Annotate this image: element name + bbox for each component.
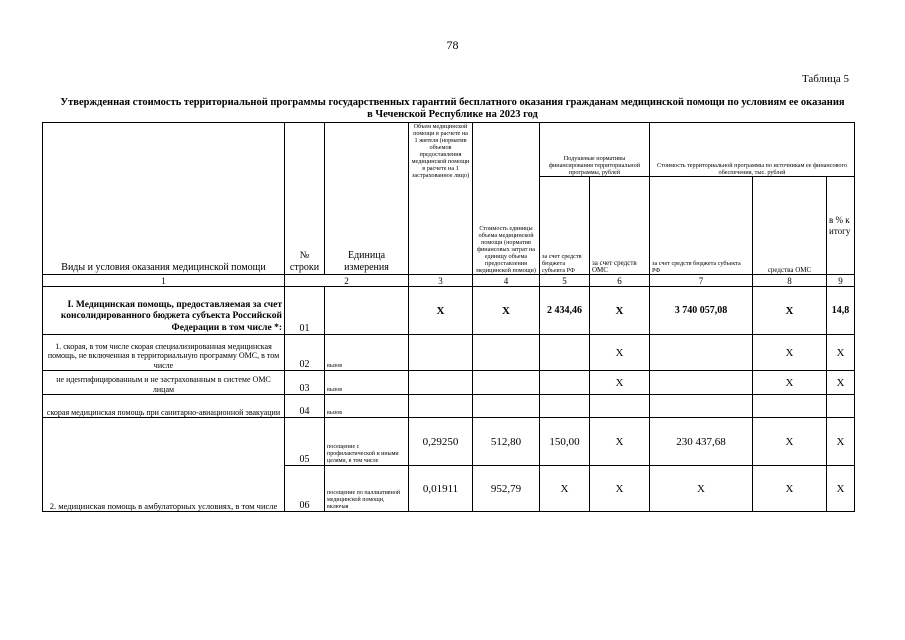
row-code: 02 [285,335,325,371]
row-program-oms: X [753,418,827,466]
header-program-budget: за счет средств бюджета субъекта РФ [650,177,753,275]
row-volume: 0,01911 [409,466,473,512]
row-cost: 952,79 [473,466,540,512]
col-num: 9 [827,275,855,287]
row-unit: вызов [325,371,409,395]
row-percent [827,395,855,418]
row-cost: X [473,287,540,335]
row-percent: X [827,371,855,395]
row-code: 04 [285,395,325,418]
header-percent: в % к итогу [827,177,855,275]
row-name: I. Медицинская помощь, предоставляемая за счет консолидированного бюджета субъекта Российской Федерации в том числе *: [43,287,285,335]
row-unit [325,287,409,335]
row-program-oms: X [753,371,827,395]
row-program-oms: X [753,287,827,335]
row-volume: 0,29250 [409,418,473,466]
header-program-cost: Стоимость территориальной программы по источникам ее финансового обеспечения, тыс. рублей [650,123,855,177]
row-per-capita-oms: X [590,418,650,466]
col-num: 8 [753,275,827,287]
row-per-capita-budget: 2 434,46 [540,287,590,335]
document-title: Утвержденная стоимость территориальной программы государственных гарантий бесплатного оказания гражданам медицинской помощи по условиям ее оказания в Чеченской Республике на 2023 год [60,97,845,120]
row-code: 01 [285,287,325,335]
row-code: 05 [285,418,325,466]
cost-table [42,122,855,512]
row-name: 1. скорая, в том числе скорая специализированная медицинская помощь, не включенная в территориальную программу ОМС, в том числе [43,335,285,371]
row-program-budget: 3 740 057,08 [650,287,753,335]
col-num: 3 [409,275,473,287]
row-program-oms [753,395,827,418]
row-per-capita-oms: X [590,371,650,395]
row-name: не идентифицированным и не застрахованным в системе ОМС лицам [43,371,285,395]
row-program-budget: 230 437,68 [650,418,753,466]
row-per-capita-oms [590,395,650,418]
row-name: 2. медицинская помощь в амбулаторных условиях, в том числе [43,418,285,512]
row-volume [409,371,473,395]
col-num: 7 [650,275,753,287]
table-row [43,371,855,395]
header-volume: Объем медицинской помощи в расчете на 1 жителя (норматив объемов предоставления медицинской помощи в расчете на 1 застрахованное лицо) [409,123,473,275]
row-cost [473,395,540,418]
page-number: 78 [446,38,459,52]
col-num: 5 [540,275,590,287]
col-num: 4 [473,275,540,287]
table-row [43,395,855,418]
row-percent: X [827,466,855,512]
row-code: 03 [285,371,325,395]
col-num: 2 [285,275,409,287]
row-program-oms: X [753,335,827,371]
row-per-capita-budget: 150,00 [540,418,590,466]
row-per-capita-oms: X [590,466,650,512]
row-cost: 512,80 [473,418,540,466]
row-per-capita-budget [540,371,590,395]
header-per-capita: Подушевые нормативы финансирования территориальной программы, рублей [540,123,650,177]
row-cost [473,371,540,395]
row-program-budget [650,335,753,371]
row-volume: X [409,287,473,335]
row-unit: вызов [325,395,409,418]
row-program-oms: X [753,466,827,512]
header-unit: Единица измерения [325,123,409,275]
row-volume [409,395,473,418]
header-program-oms: средства ОМС [753,177,827,275]
header-cost: Стоимость единицы объема медицинской помощи (норматив финансовых затрат на единицу объема предоставления медицинской помощи) [473,123,540,275]
col-num: 1 [43,275,285,287]
row-unit: вызов [325,335,409,371]
row-volume [409,335,473,371]
header-row-no: № строки [285,123,325,275]
header-per-capita-budget: за счет средств бюджета субъекта РФ [540,177,590,275]
table-label: Таблица 5 [801,73,849,85]
table-row [43,418,855,466]
row-percent: 14,8 [827,287,855,335]
row-program-budget: X [650,466,753,512]
row-percent: X [827,418,855,466]
row-unit: посещение по паллиативной медицинской помощи, включая [325,466,409,512]
row-per-capita-budget [540,335,590,371]
row-per-capita-budget [540,395,590,418]
row-cost [473,335,540,371]
row-program-budget [650,371,753,395]
header-kinds: Виды и условия оказания медицинской помощи [43,123,285,275]
column-number-row [43,275,855,287]
row-percent: X [827,335,855,371]
table-row [43,335,855,371]
header-per-capita-oms: за счет средств ОМС [590,177,650,275]
row-unit: посещение с профилактической и иными целями, в том числе [325,418,409,466]
col-num: 6 [590,275,650,287]
row-code: 06 [285,466,325,512]
row-per-capita-oms: X [590,335,650,371]
row-per-capita-budget: X [540,466,590,512]
table-row [43,287,855,335]
row-program-budget [650,395,753,418]
row-name: скорая медицинская помощь при санитарно-авиационной эвакуации [43,395,285,418]
row-per-capita-oms: X [590,287,650,335]
